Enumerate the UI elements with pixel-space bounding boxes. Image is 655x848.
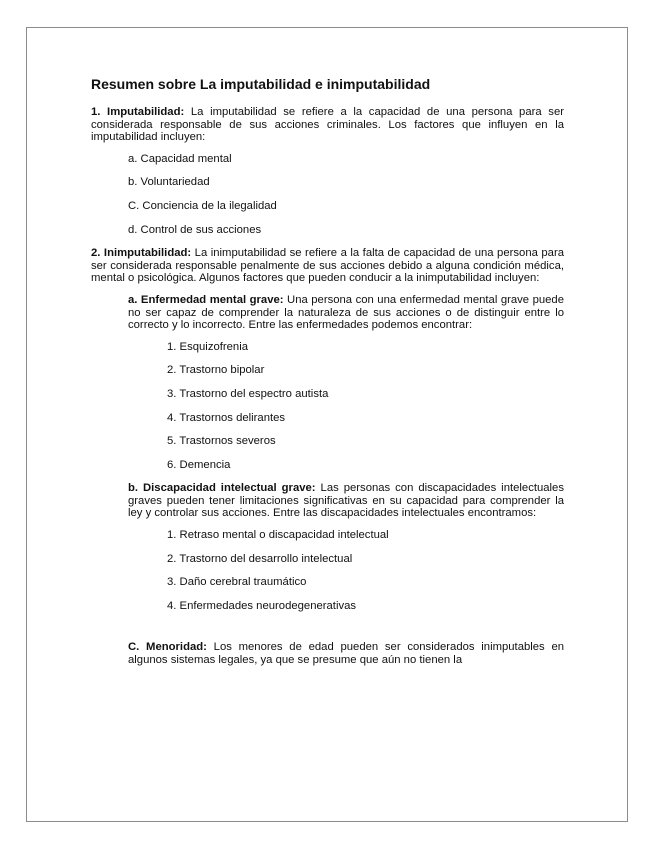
subsection-heading-enfermedad-mental: a. Enfermedad mental grave: [128, 293, 284, 306]
document-page [26, 27, 628, 822]
list-item: 2. Trastorno bipolar [167, 364, 265, 377]
list-item: 1. Esquizofrenia [167, 340, 249, 353]
subsection-enfermedad-mental [91, 294, 564, 332]
subsection-discapacidad-intelectual [91, 482, 564, 520]
list-item: 5. Trastornos severos [167, 435, 276, 448]
section-text-inimputabilidad: La inimputabilidad se refiere a la falta de capacidad de una persona para ser considerada responsable penalmente de sus acciones debido a alguna condición médica, mental o psicológica. Algunos factores que pueden conducir a la inimputabilidad incluyen: [91, 247, 565, 285]
list-item: 3. Trastorno del espectro autista [167, 387, 329, 400]
discapacidades-list [91, 529, 564, 612]
subsection-text-discapacidad-intelectual: Las personas con discapacidades intelectuales graves pueden tener limitaciones significativas en su capacidad para comprender la ley y controlar sus acciones. Entre las discapacidades intelectuales encontramos: [128, 482, 564, 520]
list-item: C. Conciencia de la ilegalidad [128, 199, 277, 212]
section-heading-imputabilidad: 1. Imputabilidad: [91, 106, 185, 118]
subsection-menoridad [91, 641, 564, 666]
subsection-heading-menoridad: C. Menoridad: [128, 641, 207, 654]
list-item: a. Capacidad mental [128, 152, 232, 165]
list-item: 4. Enfermedades neurodegenerativas [167, 599, 357, 612]
list-item: 2. Trastorno del desarrollo intelectual [167, 552, 353, 565]
enfermedades-list [91, 341, 564, 472]
list-item: 3. Daño cerebral traumático [167, 576, 307, 589]
section-text-imputabilidad: La imputabilidad se refiere a la capacidad de una persona para ser considerada responsable de sus acciones criminales. Los factores que influyen en la imputabilidad incluyen: [91, 106, 564, 144]
list-item: d. Control de sus acciones [128, 223, 262, 236]
list-item: 6. Demencia [167, 458, 231, 471]
section-imputabilidad [91, 106, 564, 144]
subsection-text-menoridad: Los menores de edad pueden ser considerados inimputables en algunos sistemas legales, ya que se presume que aún no tienen la [128, 641, 565, 667]
subsection-heading-discapacidad-intelectual: b. Discapacidad intelectual grave: [128, 482, 316, 495]
list-item: 4. Trastornos delirantes [167, 411, 286, 424]
section-heading-inimputabilidad: 2. Inimputabilidad: [91, 247, 192, 260]
document-content [91, 76, 564, 676]
imputabilidad-factors-list [91, 153, 564, 236]
document-title: Resumen sobre La imputabilidad e inimputabilidad [91, 76, 431, 92]
subsection-text-enfermedad-mental: Una persona con una enfermedad mental grave puede no ser capaz de comprender la naturaleza de sus acciones o de distinguir entre lo correcto y lo incorrecto. Entre las enfermedades podemos encontrar: [128, 293, 564, 332]
list-item: 1. Retraso mental o discapacidad intelectual [167, 529, 389, 542]
spacer [91, 623, 564, 641]
list-item: b. Voluntariedad [128, 176, 210, 189]
section-inimputabilidad [91, 247, 564, 285]
